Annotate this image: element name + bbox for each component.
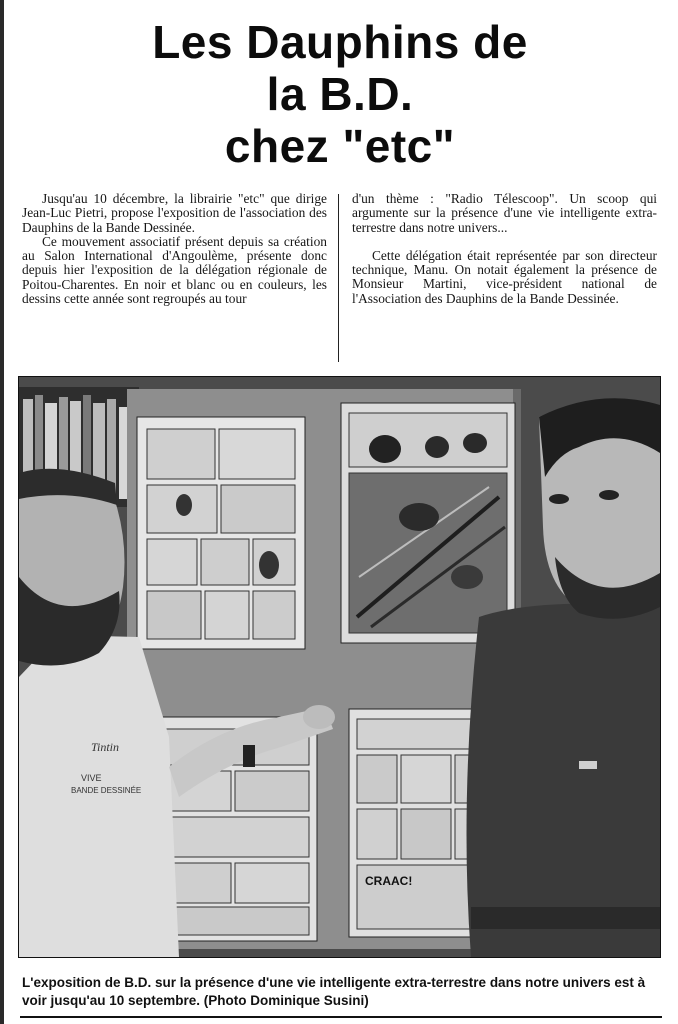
shirt-print: Tintin	[91, 740, 120, 754]
headline-line-2: la B.D.	[266, 68, 414, 120]
shirt-print: BANDE DESSINÉE	[71, 786, 142, 795]
headline	[30, 16, 650, 172]
comic-page	[137, 417, 305, 649]
comic-sound-effect: CRAAC!	[365, 874, 413, 888]
photo-caption: L'exposition de B.D. sur la présence d'une vie intelligente extra-terrestre dans notre univers est à voir jusqu'au 10 septembre. (Photo Dominique Susini)	[22, 975, 646, 1008]
column-divider	[338, 194, 339, 362]
paragraph: Cette délégation était représentée par son directeur technique, Manu. On notait également la présence de Monsieur Martini, vice-président national de l'Association des Dauphins de la Bande Dessinée.	[352, 247, 657, 306]
article-column-right	[352, 192, 657, 306]
exhibition-photo	[18, 376, 661, 958]
headline-line-3: chez "etc"	[224, 120, 456, 172]
paragraph: Ce mouvement associatif présent depuis sa création au Salon International d'Angoulème, présente donc depuis hier l'exposition de la délégation régionale de Poitou-Charentes. En noir et blanc ou en couleurs, les dessins cette année sont regroupés au tour	[22, 233, 327, 307]
comic-page	[341, 403, 515, 643]
shirt-print: VIVE	[81, 773, 102, 783]
paragraph: d'un thème : "Radio Télescoop". Un scoop qui argumente sur la présence d'une vie intelligente extra-terrestre dans notre univers...	[352, 191, 657, 235]
bottom-rule	[20, 1016, 662, 1018]
scan-edge	[0, 0, 4, 1024]
article-column-left	[22, 192, 327, 306]
paragraph: Jusqu'au 10 décembre, la librairie "etc" que dirige Jean-Luc Pietri, propose l'exposition de l'association des Dauphins de la Bande Dessinée.	[22, 191, 327, 235]
headline-line-1: Les Dauphins de	[152, 16, 528, 68]
